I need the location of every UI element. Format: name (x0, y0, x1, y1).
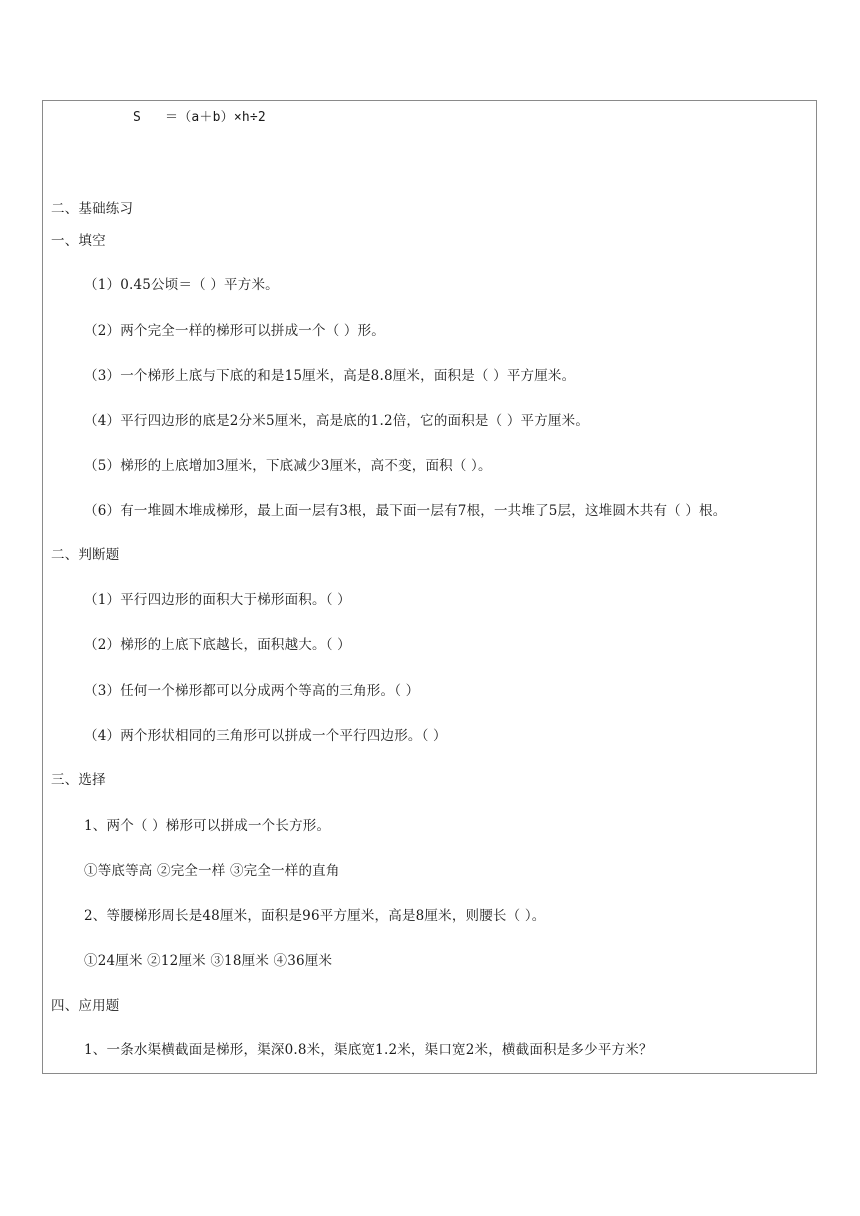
fill-blank-heading: 一、填空 (51, 233, 106, 249)
choice-question-2-options: ①24厘米 ②12厘米 ③18厘米 ④36厘米 (84, 953, 333, 969)
formula-lhs: S (133, 110, 142, 125)
choice-question-1-options: ①等底等高 ②完全一样 ③完全一样的直角 (84, 863, 340, 879)
choice-question-1: 1、两个（ ）梯形可以拼成一个长方形。 (84, 818, 331, 834)
fill-blank-item-4: （4）平行四边形的底是2分米5厘米，高是底的1.2倍，它的面积是（ ）平方厘米。 (84, 413, 590, 429)
true-false-heading: 二、判断题 (51, 547, 120, 563)
application-heading: 四、应用题 (51, 998, 120, 1014)
fill-blank-item-1: （1）0.45公顷＝（ ）平方米。 (84, 277, 279, 293)
trapezoid-area-formula (133, 109, 266, 127)
section-basic-practice-heading: 二、基础练习 (51, 201, 134, 217)
true-false-item-3: （3）任何一个梯形都可以分成两个等高的三角形。（ ） (84, 683, 420, 699)
fill-blank-item-5: （5）梯形的上底增加3厘米，下底减少3厘米，高不变，面积（ ）。 (84, 458, 492, 474)
true-false-item-2: （2）梯形的上底下底越长，面积越大。（ ） (84, 637, 351, 653)
fill-blank-item-2: （2）两个完全一样的梯形可以拼成一个（ ）形。 (84, 323, 385, 339)
true-false-item-1: （1）平行四边形的面积大于梯形面积。（ ） (84, 592, 351, 608)
formula-rhs: ＝（a＋b）×h÷2 (165, 110, 266, 125)
fill-blank-item-3: （3）一个梯形上底与下底的和是15厘米，高是8.8厘米，面积是（ ）平方厘米。 (84, 368, 576, 384)
choice-question-2: 2、等腰梯形周长是48厘米，面积是96平方厘米，高是8厘米，则腰长（ ）。 (84, 908, 546, 924)
worksheet-table-cell (42, 100, 817, 1074)
fill-blank-item-6: （6）有一堆圆木堆成梯形，最上面一层有3根，最下面一层有7根，一共堆了5层，这堆圆木共有（ ）根。 (84, 503, 727, 519)
application-question-1: 1、一条水渠横截面是梯形，渠深0.8米，渠底宽1.2米，渠口宽2米，横截面积是多少平方米？ (84, 1042, 653, 1058)
choice-heading: 三、选择 (51, 772, 106, 788)
true-false-item-4: （4）两个形状相同的三角形可以拼成一个平行四边形。（ ） (84, 728, 447, 744)
